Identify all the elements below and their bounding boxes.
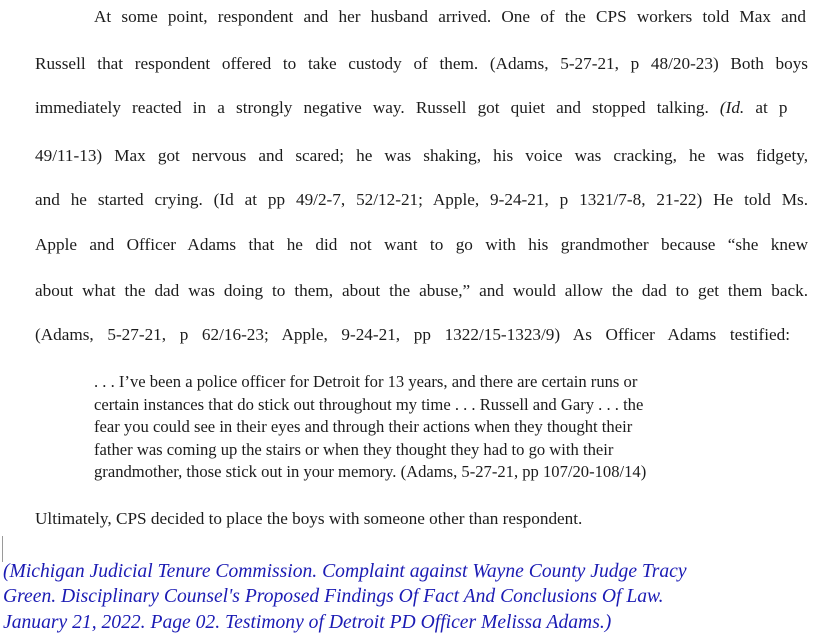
caption-line-3: January 21, 2022. Page 02. Testimony of Detroit PD Officer Melissa Adams.)	[3, 612, 612, 633]
quote-line-4: father was coming up the stairs or when they thought they had to go with their	[94, 440, 614, 459]
gutter-rule	[2, 536, 3, 562]
id-page-ref: at p	[755, 98, 788, 117]
paragraph-1-line-2: Russell that respondent offered to take custody of them. (Adams, 5-27-21, p 48/20-23) Both boys	[35, 54, 808, 73]
quote-line-1: . . . I’ve been a police officer for Detroit for 13 years, and there are certain runs or	[94, 372, 638, 391]
id-citation	[720, 98, 788, 117]
paragraph-1-line-1: At some point, respondent and her husband arrived. One of the CPS workers told Max and	[94, 7, 806, 26]
paragraph-1-line-3-text: immediately reacted in a strongly negative way. Russell got quiet and stopped talking.	[35, 98, 709, 117]
paragraph-1-line-4: 49/11-13) Max got nervous and scared; he was shaking, his voice was cracking, he was fidgety,	[35, 146, 808, 165]
paragraph-1-line-5: and he started crying. (Id at pp 49/2-7, 52/12-21; Apple, 9-24-21, p 1321/7-8, 21-22) He told Ms.	[35, 190, 808, 209]
caption-line-2: Green. Disciplinary Counsel's Proposed Findings Of Fact And Conclusions Of Law.	[3, 586, 664, 607]
paragraph-2-line-1: Ultimately, CPS decided to place the boys with someone other than respondent.	[35, 509, 583, 528]
paragraph-1-line-8: (Adams, 5-27-21, p 62/16-23; Apple, 9-24-21, pp 1322/15-1323/9) As Officer Adams testified:	[35, 325, 790, 344]
paragraph-1-line-7: about what the dad was doing to them, about the abuse,” and would allow the dad to get them back.	[35, 281, 808, 300]
quote-line-2: certain instances that do stick out throughout my time . . . Russell and Gary . . . the	[94, 395, 644, 414]
paragraph-1-line-3	[35, 98, 808, 118]
paragraph-1-line-6: Apple and Officer Adams that he did not want to go with his grandmother because “she knew	[35, 235, 808, 254]
id-italic: (Id.	[719, 98, 745, 117]
quote-line-3: fear you could see in their eyes and through their actions when they thought their	[94, 417, 633, 436]
quote-line-5: grandmother, those stick out in your memory. (Adams, 5-27-21, pp 107/20-108/14)	[94, 462, 647, 481]
caption-line-1: (Michigan Judicial Tenure Commission. Complaint against Wayne County Judge Tracy	[3, 561, 687, 582]
